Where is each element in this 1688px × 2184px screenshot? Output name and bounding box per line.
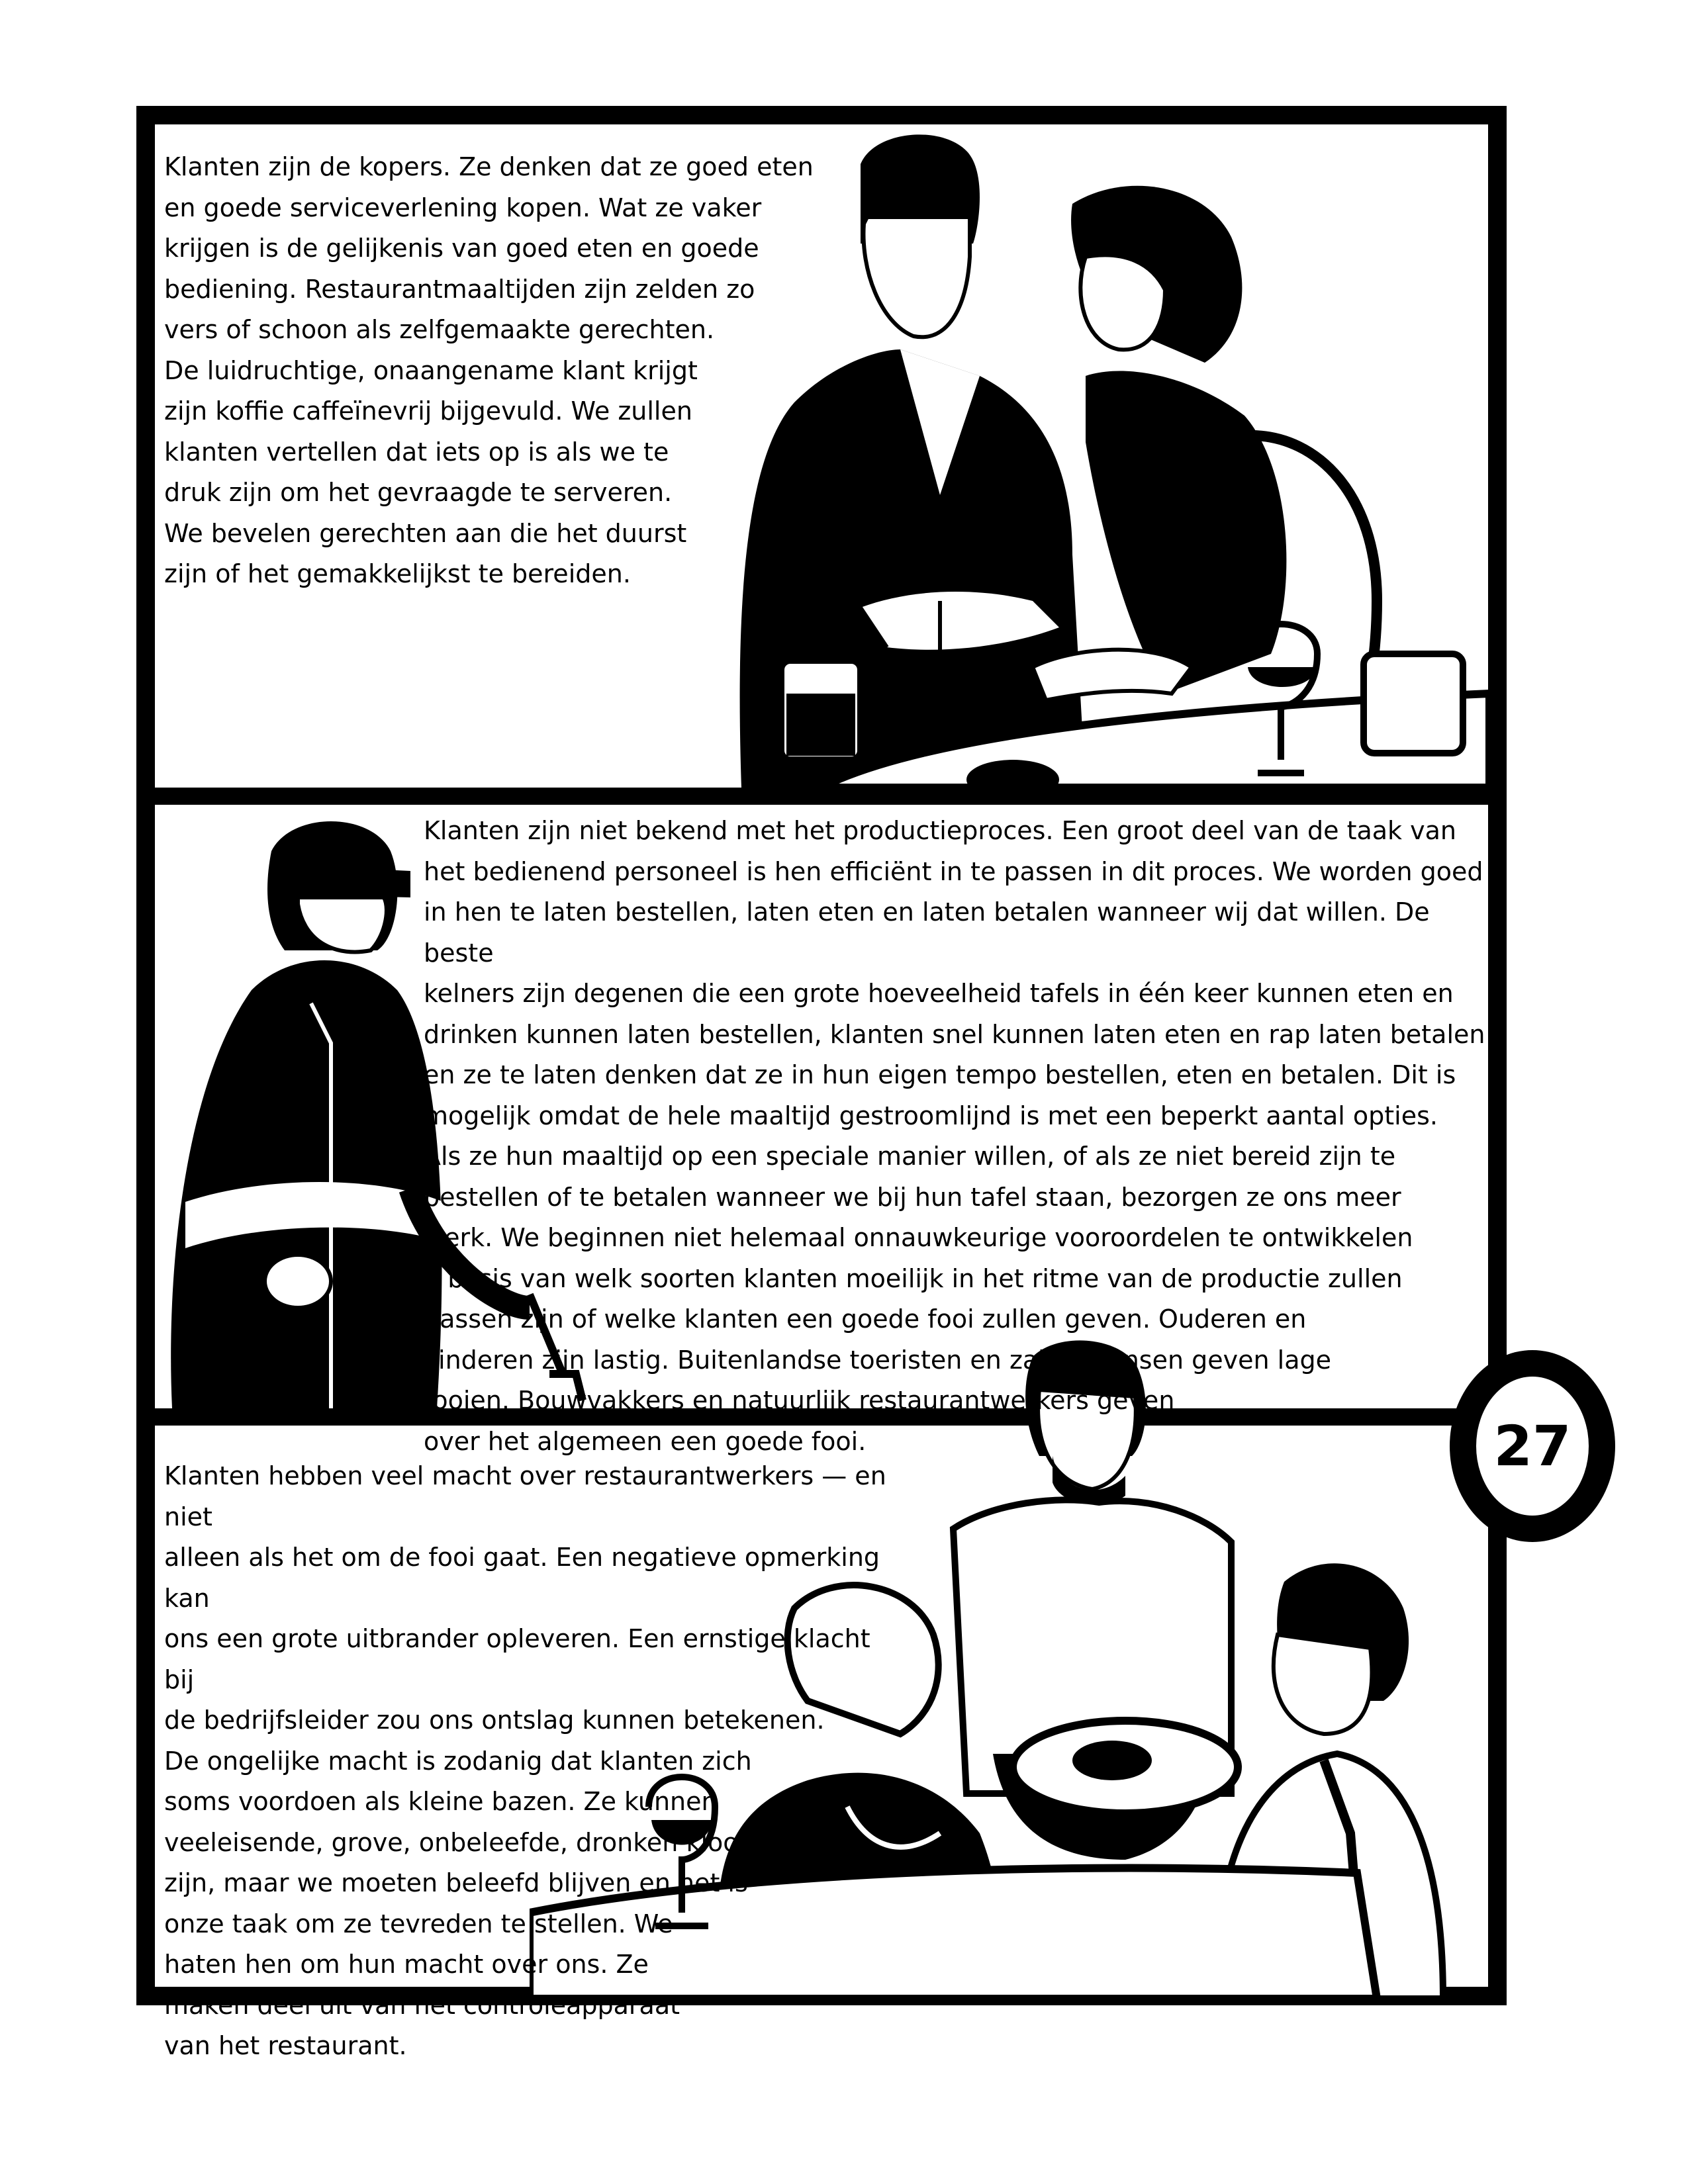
- panel-top-caption: Klanten zijn de kopers. Ze denken dat ze goed eten en goede serviceverlening kopen. Wat ze vaker krijgen is de gelijkenis van goed eten en goede bediening. Restaurantmaaltijden zijn zelden zo vers of schoon als zelfgemaakte gerechten. De luidruchtige, onaangename klant krijgt zijn koffie caffeïnevrij bijgevuld. We zullen klanten vertellen dat iets op is als we te druk zijn om het gevraagde te serveren. We bevelen gerechten aan die het duurst zijn of het gemakkelijkst te bereiden.: [164, 152, 814, 588]
- page-number: 27: [1476, 1377, 1589, 1516]
- page-number-badge: [1450, 1350, 1615, 1542]
- panel-divider-top: [136, 788, 1507, 805]
- panel-middle-caption: Klanten zijn niet bekend met het productieproces. Een groot deel van de taak van het bedienend personeel is hen efficiënt in te passen in dit proces. We worden goed in hen te laten bestellen, laten eten en laten betalen wanneer wij dat willen. De beste kelners zijn degenen die een grote hoeveelheid tafels in één keer kunnen eten en drinken kunnen laten bestellen, klanten snel kunnen laten eten en rap laten betalen en ze te laten denken dat ze in hun eigen tempo bestellen, eten en betalen. Dit is mogelijk omdat de hele maaltijd gestroomlijnd is met een beperkt aantal opties. Als ze hun maaltijd op een speciale manier willen, of als ze niet bereid zijn te bestellen of te betalen wanneer we bij hun tafel staan, bezorgen ze ons meer werk. We beginnen niet helemaal onnauwkeurige vooroordelen te ontwikkelen p basis van welk soorten klanten moeilijk in het ritme van de productie zullen passen zijn of welke klanten een goede fooi zullen geven. Ouderen en kinderen zijn lastig. Buitenlandse toeristen en zakenmensen geven lage fooien. Bouwvakkers en natuurlijk restaurantwerkers geven over het algemeen een goede fooi.: [424, 816, 1485, 1456]
- panel-bottom-caption: Klanten hebben veel macht over restaurantwerkers — en niet alleen als het om de fooi gaat. Een negatieve opmerking kan ons een grote uitbrander opleveren. Een ernstige klacht bij de bedrijfsleider zou ons ontslag kunnen betekenen. De ongelijke macht is zodanig dat klanten zich soms voordoen als kleine bazen. Ze kunnen veeleisende, grove, onbeleefde, dronken klootzakken zijn, maar we moeten beleefd blijven en het is onze taak om ze tevreden te stellen. We haten hen om hun macht over ons. Ze maken deel uit van het controleapparaat van het restaurant.: [164, 1461, 886, 2060]
